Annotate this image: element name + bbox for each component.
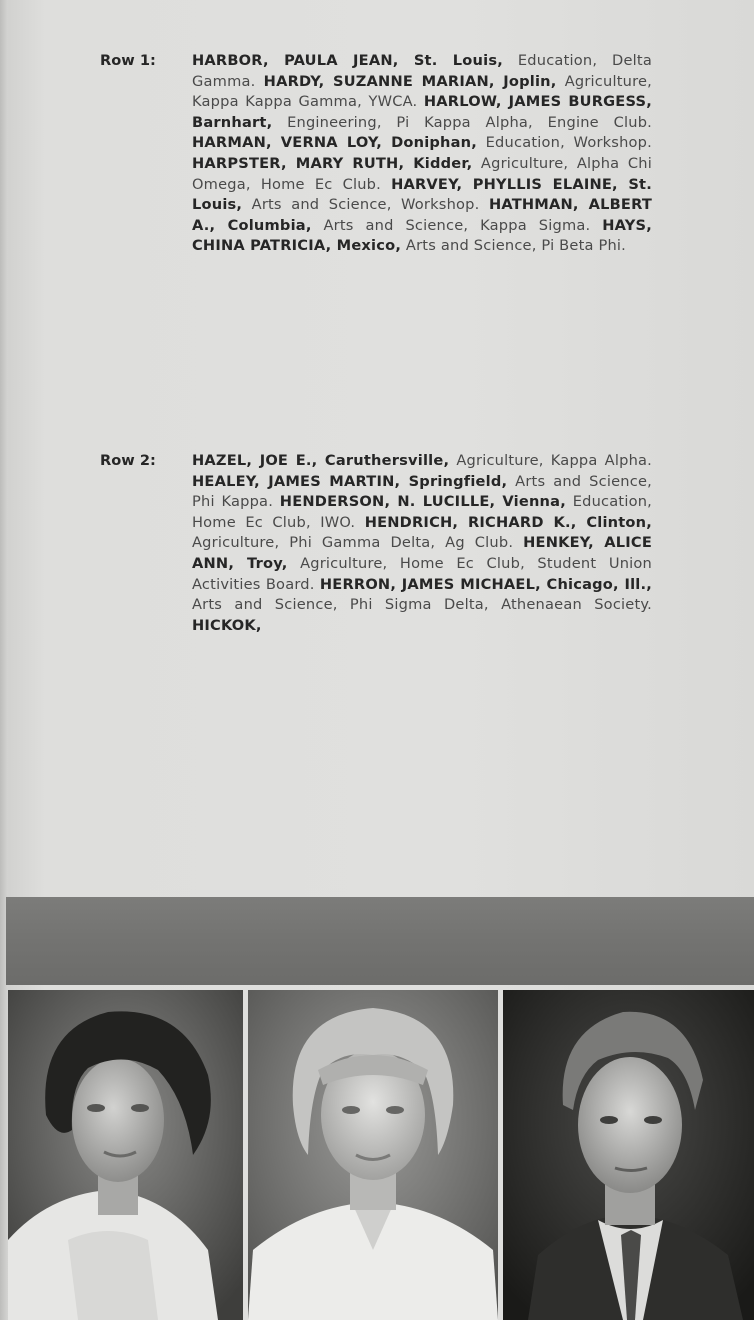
student-details: Education, Delta Gamma. xyxy=(192,52,652,90)
student-name: HERRON, JAMES MICHAEL, Chicago, Ill., xyxy=(319,575,652,593)
row-2-text xyxy=(192,451,652,636)
student-name: HAYS, CHINA PATRICIA, Mexico, xyxy=(192,216,652,255)
page-binding-edge xyxy=(0,0,8,1320)
student-name: HARDY, SUZANNE MARIAN, Joplin, xyxy=(263,72,557,90)
portrait-man-suit-image xyxy=(503,990,754,1320)
student-details: Arts and Science, Phi Kappa. xyxy=(192,472,652,511)
student-portrait-1 xyxy=(8,990,243,1320)
student-portrait-2 xyxy=(248,990,498,1320)
student-details: Agriculture, Home Ec Club, Student Union Activities Board. xyxy=(192,554,652,593)
student-name: HARBOR, PAULA JEAN, St. Louis, xyxy=(192,52,503,69)
student-details: Arts and Science, Kappa Sigma. xyxy=(311,216,603,234)
portrait-woman-dark-hair-image xyxy=(8,990,243,1320)
student-details: Engineering, Pi Kappa Alpha, Engine Club. xyxy=(272,113,652,131)
student-name: HATHMAN, ALBERT A., Columbia, xyxy=(192,196,653,234)
gray-divider-band xyxy=(6,897,754,985)
student-name: HARLOW, JAMES BURGESS, Barnhart, xyxy=(192,93,652,131)
student-details: Education, Home Ec Club, IWO. xyxy=(192,493,652,531)
student-name: HEALEY, JAMES MARTIN, Springfield, xyxy=(192,472,508,490)
student-details: Arts and Science, Phi Sigma Delta, Athenaean Society. xyxy=(192,596,652,614)
student-name: HAZEL, JOE E., Caruthersville, xyxy=(192,452,450,469)
student-portrait-3 xyxy=(503,990,754,1320)
student-name: HARVEY, PHYLLIS ELAINE, St. Louis, xyxy=(192,175,652,214)
student-details: Agriculture, Kappa Kappa Gamma, YWCA. xyxy=(192,72,652,111)
student-details: Education, Workshop. xyxy=(477,134,652,152)
student-details: Arts and Science, Pi Beta Phi. xyxy=(401,237,627,255)
student-name: HICKOK, xyxy=(192,616,262,634)
student-details: Arts and Science, Workshop. xyxy=(242,196,489,214)
row-2-label: Row 2: xyxy=(100,452,156,469)
student-name: HENDERSON, N. LUCILLE, Vienna, xyxy=(279,493,566,511)
row-1-text xyxy=(192,51,652,257)
student-name: HENKEY, ALICE ANN, Troy, xyxy=(192,534,652,572)
student-name: HARPSTER, MARY RUTH, Kidder, xyxy=(192,154,473,172)
row-2-caption xyxy=(100,451,660,636)
student-name: HARMAN, VERNA LOY, Doniphan, xyxy=(192,134,478,152)
row-1-label: Row 1: xyxy=(100,52,156,69)
student-details: Agriculture, Phi Gamma Delta, Ag Club. xyxy=(192,534,524,552)
student-name: HENDRICH, RICHARD K., Clinton, xyxy=(364,513,652,531)
portrait-woman-light-hair-image xyxy=(248,990,498,1320)
student-details: Agriculture, Kappa Alpha. xyxy=(449,452,653,469)
row-1-caption xyxy=(100,51,660,257)
student-details: Agriculture, Alpha Chi Omega, Home Ec Club. xyxy=(192,154,652,193)
